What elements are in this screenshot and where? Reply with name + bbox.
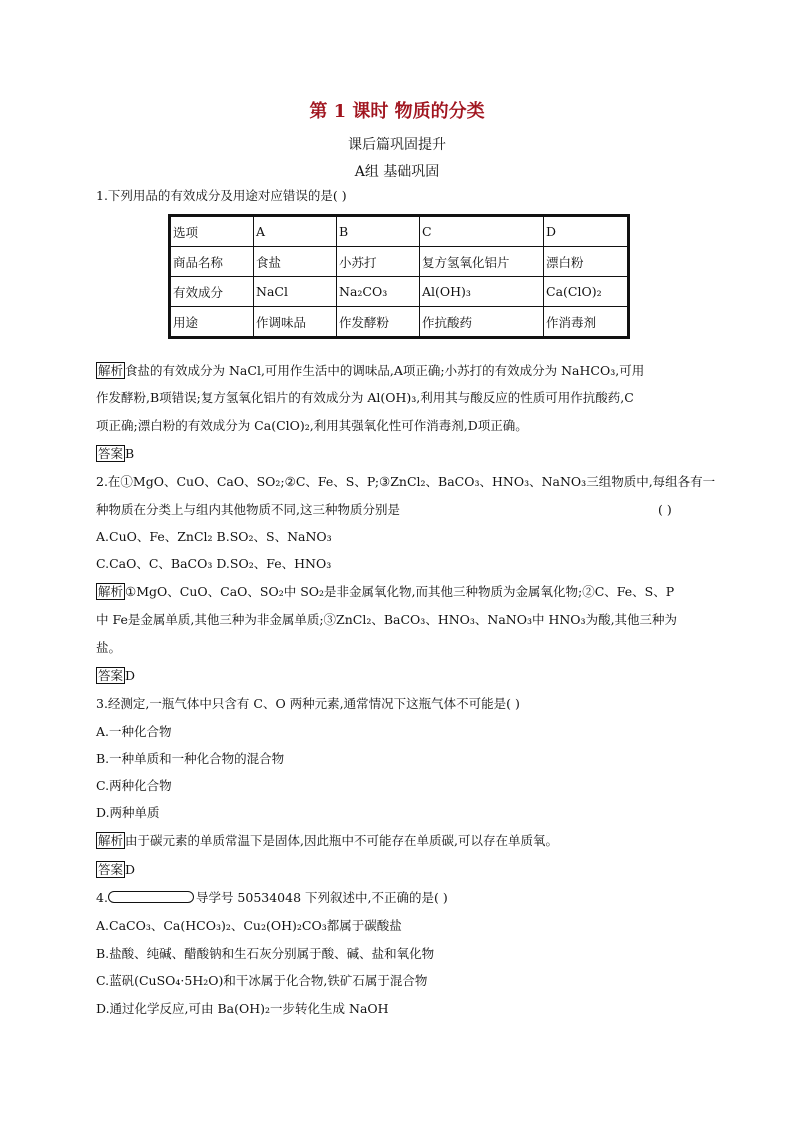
- q1-analysis-line-3: 项正确;漂白粉的有效成分为 Ca(ClO)₂,利用其强氧化性可作消毒剂,D项正确。: [96, 418, 528, 433]
- analysis-text: 由于碳元素的单质常温下是固体,因此瓶中不可能存在单质碳,可以存在单质氧。: [125, 833, 558, 848]
- answer-tag: 答案: [98, 446, 124, 461]
- q4-option-c: C.蓝矾(CuSO₄·5H₂O)和干冰属于化合物,铁矿石属于混合物: [96, 973, 428, 988]
- q4-stem-text: 导学号 50534048 下列叙述中,不正确的是( ): [195, 890, 448, 905]
- q4-option-b: B.盐酸、纯碱、醋酸钠和生石灰分别属于酸、碱、盐和氧化物: [96, 946, 435, 961]
- answer-value: D: [125, 668, 136, 683]
- q2-answer: [96, 668, 135, 684]
- q3-option-d: D.两种单质: [96, 805, 160, 820]
- q1-analysis-line: [96, 363, 644, 379]
- table-cell: D: [544, 216, 629, 247]
- answer-tag: 答案: [98, 862, 124, 877]
- q1-answer: [96, 446, 134, 462]
- q2-analysis-line: [96, 584, 674, 600]
- guide-badge-icon: [108, 891, 194, 903]
- table-cell: 用途: [170, 307, 254, 338]
- table-cell: 漂白粉: [544, 247, 629, 277]
- q4-option-a: A.CaCO₃、Ca(HCO₃)₂、Cu₂(OH)₂CO₃都属于碳酸盐: [96, 918, 402, 933]
- q1-stem: 1.下列用品的有效成分及用途对应错误的是( ): [96, 188, 347, 203]
- q2-answer-paren: ( ): [658, 502, 672, 517]
- table-row: [170, 307, 629, 338]
- table-cell: 复方氢氧化铝片: [420, 247, 544, 277]
- table-cell: 小苏打: [337, 247, 420, 277]
- q2-analysis-line-2: 中 Fe是金属单质,其他三种为非金属单质;③ZnCl₂、BaCO₃、HNO₃、NaNO₃中 HNO₃为酸,其他三种为: [96, 612, 678, 627]
- q2-options-cd: C.CaO、C、BaCO₃ D.SO₂、Fe、HNO₃: [96, 556, 332, 571]
- table-cell: 选项: [170, 216, 254, 247]
- analysis-tag: 解析: [98, 833, 124, 848]
- q2-stem: 2.在①MgO、CuO、CaO、SO₂;②C、Fe、S、P;③ZnCl₂、BaCO₃、HNO₃、NaNO₃三组物质中,每组各有一: [96, 474, 716, 489]
- table-cell: A: [254, 216, 337, 247]
- table-cell: Al(OH)₃: [420, 277, 544, 307]
- section-subtitle: 课后篇巩固提升: [348, 137, 446, 153]
- analysis-tag: 解析: [98, 363, 124, 378]
- table-row: [170, 216, 629, 247]
- q3-option-b: B.一种单质和一种化合物的混合物: [96, 751, 285, 766]
- q3-analysis-line: [96, 833, 558, 849]
- q4-number: 4.: [96, 890, 108, 905]
- table-cell: 作发酵粉: [337, 307, 420, 338]
- analysis-text: 食盐的有效成分为 NaCl,可用作生活中的调味品,A项正确;小苏打的有效成分为 NaHCO₃,可用: [125, 363, 645, 378]
- table-cell: B: [337, 216, 420, 247]
- q4-option-d: D.通过化学反应,可由 Ba(OH)₂一步转化生成 NaOH: [96, 1001, 389, 1016]
- q1-table: [168, 214, 630, 339]
- q2-analysis-line-3: 盐。: [96, 640, 122, 655]
- q3-answer: [96, 862, 135, 878]
- q3-option-c: C.两种化合物: [96, 778, 172, 793]
- table-row: [170, 247, 629, 277]
- q3-stem: 3.经测定,一瓶气体中只含有 C、O 两种元素,通常情况下这瓶气体不可能是( ): [96, 696, 520, 711]
- q2-options-ab: A.CuO、Fe、ZnCl₂ B.SO₂、S、NaNO₃: [96, 529, 332, 544]
- answer-value: D: [125, 862, 136, 877]
- table-cell: 有效成分: [170, 277, 254, 307]
- q3-option-a: A.一种化合物: [96, 724, 172, 739]
- group-heading: A组 基础巩固: [354, 164, 440, 180]
- q2-stem-2: 种物质在分类上与组内其他物质不同,这三种物质分别是: [96, 502, 400, 517]
- q1-analysis-line-2: 作发酵粉,B项错误;复方氢氧化铝片的有效成分为 Al(OH)₃,利用其与酸反应的性质可用作抗酸药,C: [96, 390, 634, 405]
- table-cell: 商品名称: [170, 247, 254, 277]
- answer-tag: 答案: [98, 668, 124, 683]
- table-cell: 食盐: [254, 247, 337, 277]
- table-row: [170, 277, 629, 307]
- analysis-text: ①MgO、CuO、CaO、SO₂中 SO₂是非金属氧化物,而其他三种物质为金属氧化物;②C、Fe、S、P: [125, 584, 675, 599]
- table-cell: 作消毒剂: [544, 307, 629, 338]
- page-title: 第 1 课时 物质的分类: [309, 101, 485, 122]
- table-cell: NaCl: [254, 277, 337, 307]
- table-cell: C: [420, 216, 544, 247]
- table-cell: 作调味品: [254, 307, 337, 338]
- table-cell: Ca(ClO)₂: [544, 277, 629, 307]
- analysis-tag: 解析: [98, 584, 124, 599]
- answer-value: B: [125, 446, 135, 461]
- q4-stem: [96, 890, 448, 906]
- table-cell: 作抗酸药: [420, 307, 544, 338]
- table-cell: Na₂CO₃: [337, 277, 420, 307]
